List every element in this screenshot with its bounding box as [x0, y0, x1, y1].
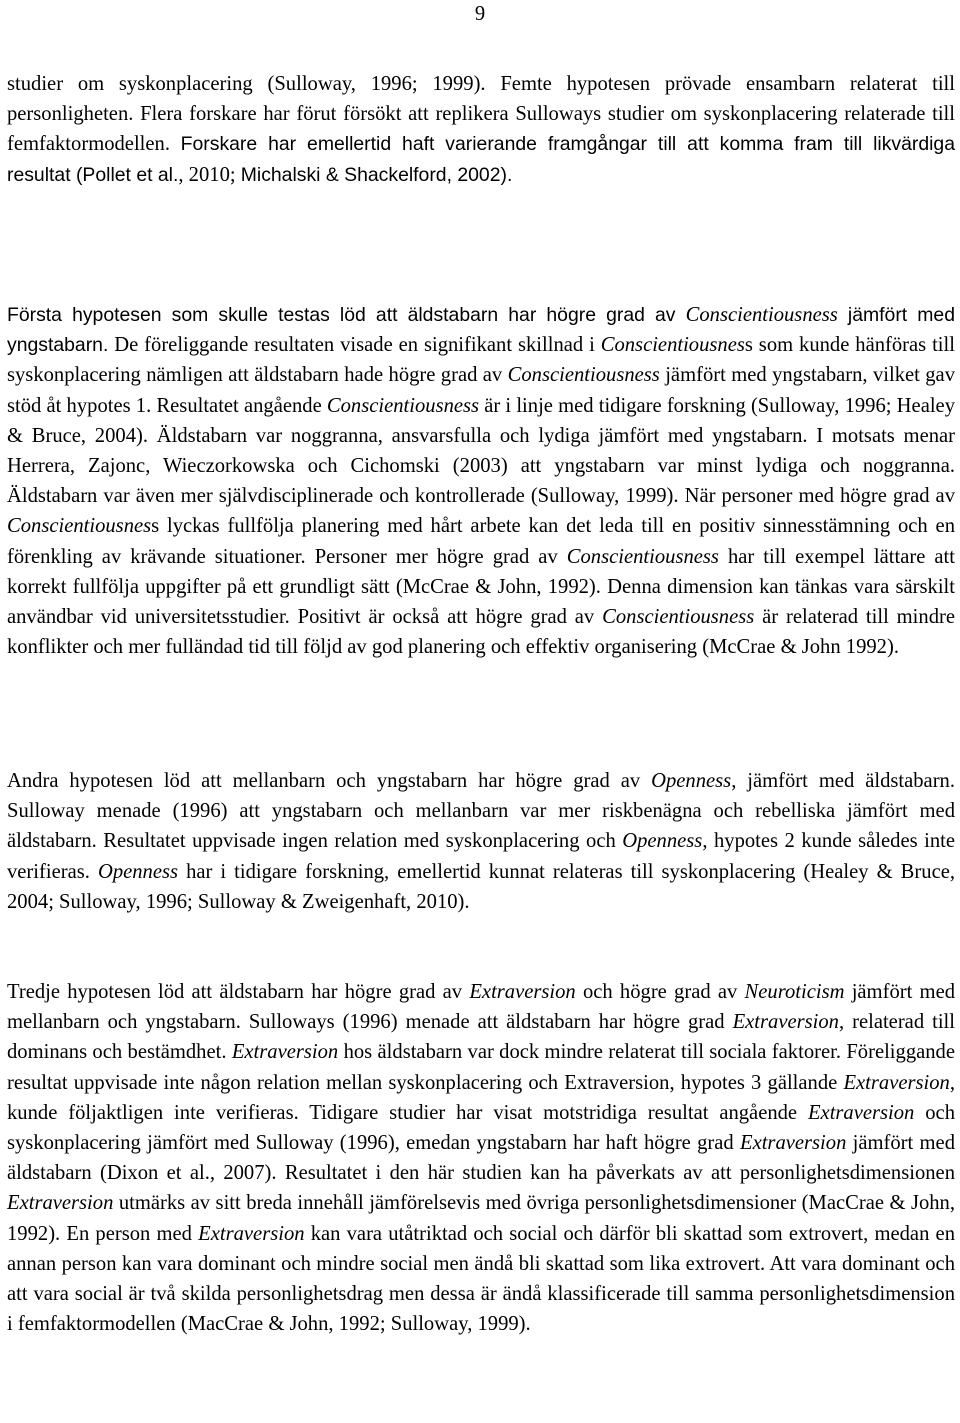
- text-run: kan vara utåtriktad och social och därför bli skattad som extrovert, medan en annan person kan vara dominant och mindre social men ändå bli skattad som lika extrovert. Att vara dominant och att vara social är två skilda personlighetsdrag men dessa är ändå klassificerade till samma personlighetsdimension i femfaktormodellen (MacCrae & John, 1992; Sulloway, 1999).: [7, 1222, 955, 1336]
- text-run: Michalski & Shackelford, 2002).: [240, 163, 513, 186]
- italic-term: Openness: [622, 830, 703, 853]
- text-run: Tredje hypotesen löd att äldstabarn har högre grad av: [7, 981, 470, 1003]
- italic-term: Conscientiousnes: [600, 334, 745, 357]
- text-run: s som kunde hänföras till syskonplacering nämligen att äldstabarn hade högre grad av: [7, 334, 955, 387]
- italic-term: Extraversion: [739, 1132, 847, 1155]
- text-run: Första hypotesen som skulle testas löd att äldstabarn har högre grad av: [7, 304, 686, 326]
- italic-term: Extraversion: [7, 1192, 114, 1215]
- paragraph-4: [7, 977, 955, 1339]
- text-run: har i tidigare forskning, emellertid kunnat relateras till syskonplacering (Healey & Bruce, 2004; Sulloway, 1996; Sulloway & Zweigenhaft, 2010).: [7, 860, 956, 913]
- italic-term: Extraversion: [198, 1222, 305, 1245]
- text-run: jämfört med mellanbarn och yngstabarn. Sulloways (1996) menade att äldstabarn har högre grad: [7, 981, 956, 1034]
- text-run: Forskare har emellertid haft varierande framgångar till att komma fram till likvärdiga resultat (Pollet et al.: [7, 133, 955, 186]
- italic-term: Conscientiousness: [566, 545, 719, 568]
- italic-term: Conscientiousnes: [7, 515, 152, 538]
- text-run: s lyckas fullfölja planering med hårt arbete kan det leda till en positiv sinnesstämning och en förenkling av krävande situationer. Personer mer högre grad av: [7, 515, 955, 568]
- italic-term: Extraversion: [231, 1041, 339, 1064]
- text-run: De föreliggande resultaten visade en signifikant skillnad i: [108, 334, 601, 357]
- italic-term: Openness: [97, 860, 179, 883]
- paragraph-2: [7, 300, 955, 662]
- text-run: , jämfört med äldstabarn. Sulloway menade (1996) att yngstabarn och mellanbarn var mer riskbenägna och rebelliska jämfört med äldstabarn. Resultatet uppvisade ingen relation med syskonplacering och: [7, 770, 955, 853]
- text-run: , kunde följaktligen inte verifieras. Tidigare studier har visat motstridiga resultat angående: [7, 1071, 955, 1124]
- italic-term: Conscientiousness: [326, 394, 480, 417]
- italic-term: Conscientiousness: [602, 606, 755, 629]
- text-run: utmärks av sitt breda innehåll jämförelsevis med övriga personlighetsdimensioner (MacCrae & John, 1992). En person med: [7, 1192, 955, 1245]
- italic-term: Neuroticism: [744, 981, 845, 1003]
- text-run: , relaterad till dominans och bestämdhet.: [7, 1011, 955, 1064]
- text-run: har till exempel lättare att korrekt fullfölja uppgifter på ett grundligt sätt (McCrae & John, 1992). Denna dimension kan tänkas vara särskilt användbar vid universitetsstudier. Positivt är också att högre grad av: [7, 545, 955, 629]
- page-number: 9: [474, 3, 486, 25]
- paragraph-3: [7, 766, 955, 917]
- text-run: och högre grad av: [575, 981, 745, 1003]
- text-run: , 2010;: [178, 163, 241, 186]
- text-run: Andra hypotesen löd att mellanbarn och yngstabarn har högre grad av: [7, 770, 652, 792]
- italic-term: Conscientiousness: [685, 304, 838, 326]
- text-run: jämfört med yngstabarn.: [7, 304, 956, 357]
- text-run: är relaterad till mindre konflikter och mer fulländad tid till följd av god planering och effektiv organisering (McCrae & John 1992).: [7, 606, 955, 659]
- italic-term: Extraversion: [843, 1071, 950, 1094]
- text-run: är i linje med tidigare forskning (Sulloway, 1996; Healey & Bruce, 2004). Äldstabarn var noggranna, ansvarsfulla och lydiga jämfört med yngstabarn. I motsats menar Herrera, Zajonc, Wieczorkowska och Cichomski (2003) att yngstabarn var minst lydiga och noggranna. Äldstabarn var även mer självdisciplinerade och kontrollerade (Sulloway, 1999). När personer med högre grad av: [7, 394, 955, 508]
- text-run: jämfört med yngstabarn, vilket gav stöd åt hypotes 1. Resultatet angående: [7, 364, 955, 417]
- paragraph-1: [7, 69, 955, 190]
- text-run: jämfört med äldstabarn (Dixon et al., 2007). Resultatet i den här studien kan ha påverkats av att personlighetsdimensionen: [7, 1132, 955, 1185]
- text-run: och syskonplacering jämfört med Sulloway (1996), emedan yngstabarn har haft högre grad: [7, 1101, 955, 1155]
- text-run: , hypotes 2 kunde således inte verifieras.: [7, 830, 955, 883]
- text-run: studier om syskonplacering (Sulloway, 1996; 1999). Femte hypotesen prövade ensambarn relaterat till personligheten. Flera forskare har förut försökt att replikera Sulloways studier om syskonplacering relaterade till femfaktormodellen.: [7, 73, 955, 156]
- italic-term: Conscientiousness: [507, 364, 660, 387]
- text-run: hos äldstabarn var dock mindre relaterat till sociala faktorer. Föreliggande resultat uppvisade inte någon relation mellan syskonplacering och Extraversion, hypotes 3 gällande: [7, 1041, 955, 1094]
- italic-term: Openness: [651, 770, 732, 792]
- italic-term: Extraversion: [807, 1101, 915, 1124]
- italic-term: Extraversion: [469, 981, 576, 1003]
- italic-term: Extraversion: [732, 1011, 839, 1034]
